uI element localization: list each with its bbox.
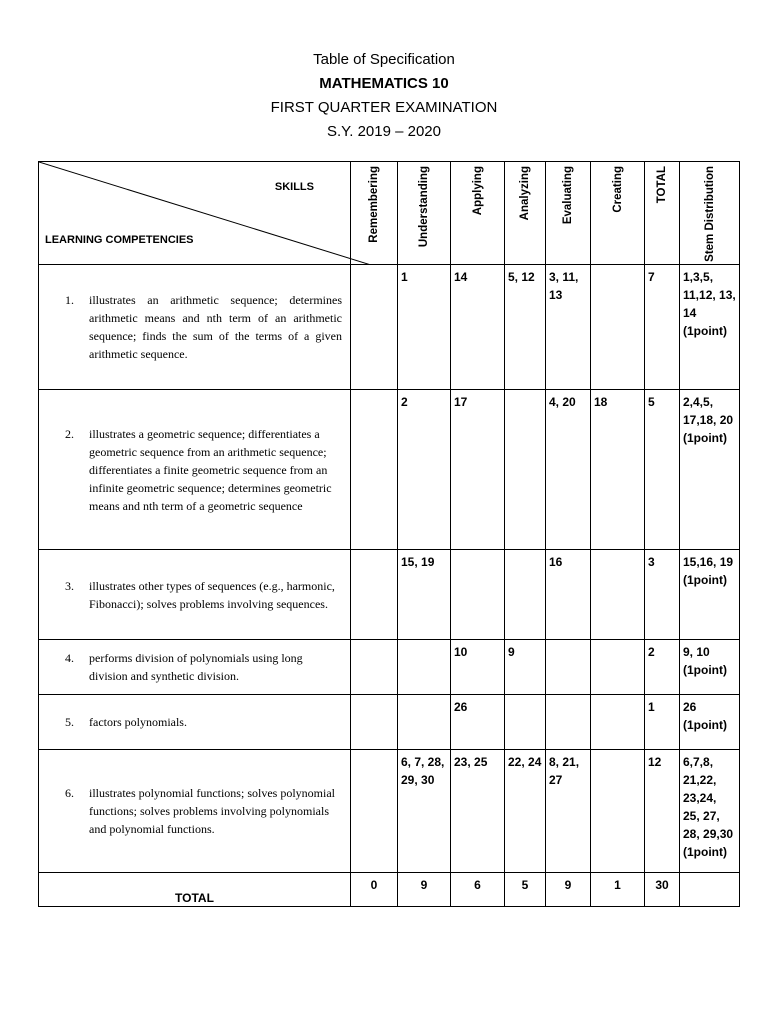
- competency-cell: [39, 390, 351, 550]
- competency-text: illustrates polynomial functions; solves polynomial functions; solves problems involving polynomials and polynomial functions.: [89, 786, 335, 836]
- cell-remembering: [351, 695, 398, 750]
- cell-total: 1: [645, 695, 680, 750]
- total-label: TOTAL: [39, 873, 351, 907]
- exam-title: FIRST QUARTER EXAMINATION: [270, 99, 498, 116]
- total-stem-distribution: [680, 873, 740, 907]
- col-header-remembering: Remembering: [351, 162, 398, 265]
- cell-stem-distribution: 15,16, 19 (1point): [680, 550, 740, 640]
- cell-total: 3: [645, 550, 680, 640]
- cell-remembering: [351, 390, 398, 550]
- col-header-total: TOTAL: [645, 162, 680, 265]
- competency-text: performs division of polynomials using long division and synthetic division.: [89, 651, 303, 683]
- col-header-evaluating: Evaluating: [546, 162, 591, 265]
- competency-cell: [39, 750, 351, 873]
- cell-total: 12: [645, 750, 680, 873]
- competency-cell: [39, 695, 351, 750]
- total-applying: 6: [451, 873, 505, 907]
- cell-total: 5: [645, 390, 680, 550]
- competency-text: illustrates an arithmetic sequence; determines arithmetic means and nth term of an arithmetic sequence; finds the sum of the terms of a given arithmetic sequence.: [89, 293, 342, 361]
- total-creating: 1: [591, 873, 645, 907]
- col-header-creating: Creating: [591, 162, 645, 265]
- competency-number: 5.: [65, 715, 74, 729]
- cell-remembering: [351, 265, 398, 390]
- table-row: [39, 265, 740, 390]
- total-understanding: 9: [398, 873, 451, 907]
- cell-evaluating: [546, 640, 591, 695]
- school-year: S.Y. 2019 – 2020: [327, 123, 441, 140]
- cell-analyzing: 9: [505, 640, 546, 695]
- total-evaluating: 9: [546, 873, 591, 907]
- cell-creating: 18: [591, 390, 645, 550]
- cell-understanding: [398, 695, 451, 750]
- cell-creating: [591, 265, 645, 390]
- document-header: [0, 48, 768, 144]
- total-analyzing: 5: [505, 873, 546, 907]
- cell-analyzing: 22, 24: [505, 750, 546, 873]
- competency-text: illustrates other types of sequences (e.g., harmonic, Fibonacci); solves problems involving sequences.: [89, 578, 335, 611]
- cell-evaluating: 4, 20: [546, 390, 591, 550]
- table-row: [39, 640, 740, 695]
- table-row: [39, 750, 740, 873]
- total-remembering: 0: [351, 873, 398, 907]
- cell-applying: [451, 550, 505, 640]
- cell-analyzing: 5, 12: [505, 265, 546, 390]
- competency-text: illustrates a geometric sequence; differentiates a geometric sequence from an arithmetic sequence; differentiates a finite geometric sequence from an infinite geometric sequence; determines geometric means and nth term of a geometric sequence: [89, 426, 332, 513]
- learning-competencies-label: LEARNING COMPETENCIES: [45, 234, 194, 246]
- cell-total: 7: [645, 265, 680, 390]
- total-grand: 30: [645, 873, 680, 907]
- col-header-analyzing: Analyzing: [505, 162, 546, 265]
- cell-analyzing: [505, 695, 546, 750]
- cell-creating: [591, 750, 645, 873]
- cell-stem-distribution: 6,7,8, 21,22, 23,24, 25, 27, 28, 29,30 (1point): [680, 750, 740, 873]
- cell-understanding: [398, 640, 451, 695]
- cell-analyzing: [505, 550, 546, 640]
- competency-number: 2.: [65, 426, 74, 441]
- competency-text: factors polynomials.: [89, 715, 187, 729]
- competency-cell: [39, 550, 351, 640]
- cell-applying: 14: [451, 265, 505, 390]
- cell-analyzing: [505, 390, 546, 550]
- totals-row: [39, 873, 740, 907]
- cell-evaluating: 8, 21, 27: [546, 750, 591, 873]
- cell-applying: 17: [451, 390, 505, 550]
- cell-understanding: 2: [398, 390, 451, 550]
- cell-stem-distribution: 1,3,5, 11,12, 13, 14 (1point): [680, 265, 740, 390]
- cell-evaluating: [546, 695, 591, 750]
- document-title: Table of Specification: [313, 51, 455, 68]
- specification-table: [38, 161, 740, 907]
- corner-diagonal-line: [39, 162, 371, 265]
- competency-number: 1.: [65, 293, 74, 307]
- col-header-stem-distribution: Stem Distribution: [680, 162, 740, 265]
- cell-remembering: [351, 550, 398, 640]
- corner-header-cell: [39, 162, 351, 265]
- skills-label: SKILLS: [274, 181, 314, 193]
- cell-stem-distribution: 26 (1point): [680, 695, 740, 750]
- table-row: [39, 550, 740, 640]
- cell-remembering: [351, 640, 398, 695]
- cell-applying: 23, 25: [451, 750, 505, 873]
- cell-applying: 26: [451, 695, 505, 750]
- header-row: [39, 162, 740, 265]
- cell-creating: [591, 640, 645, 695]
- cell-stem-distribution: 2,4,5, 17,18, 20 (1point): [680, 390, 740, 550]
- cell-creating: [591, 550, 645, 640]
- col-header-understanding: Understanding: [398, 162, 451, 265]
- competency-cell: [39, 640, 351, 695]
- cell-evaluating: 3, 11, 13: [546, 265, 591, 390]
- competency-number: 4.: [65, 651, 74, 665]
- cell-understanding: 1: [398, 265, 451, 390]
- table-row: [39, 695, 740, 750]
- competency-number: 3.: [65, 578, 74, 593]
- cell-evaluating: 16: [546, 550, 591, 640]
- subject-title: MATHEMATICS 10: [319, 75, 449, 92]
- cell-creating: [591, 695, 645, 750]
- table-row: [39, 390, 740, 550]
- cell-total: 2: [645, 640, 680, 695]
- competency-number: 6.: [65, 786, 74, 800]
- cell-applying: 10: [451, 640, 505, 695]
- competency-cell: [39, 265, 351, 390]
- cell-remembering: [351, 750, 398, 873]
- cell-stem-distribution: 9, 10 (1point): [680, 640, 740, 695]
- col-header-applying: Applying: [451, 162, 505, 265]
- cell-understanding: 15, 19: [398, 550, 451, 640]
- cell-understanding: 6, 7, 28, 29, 30: [398, 750, 451, 873]
